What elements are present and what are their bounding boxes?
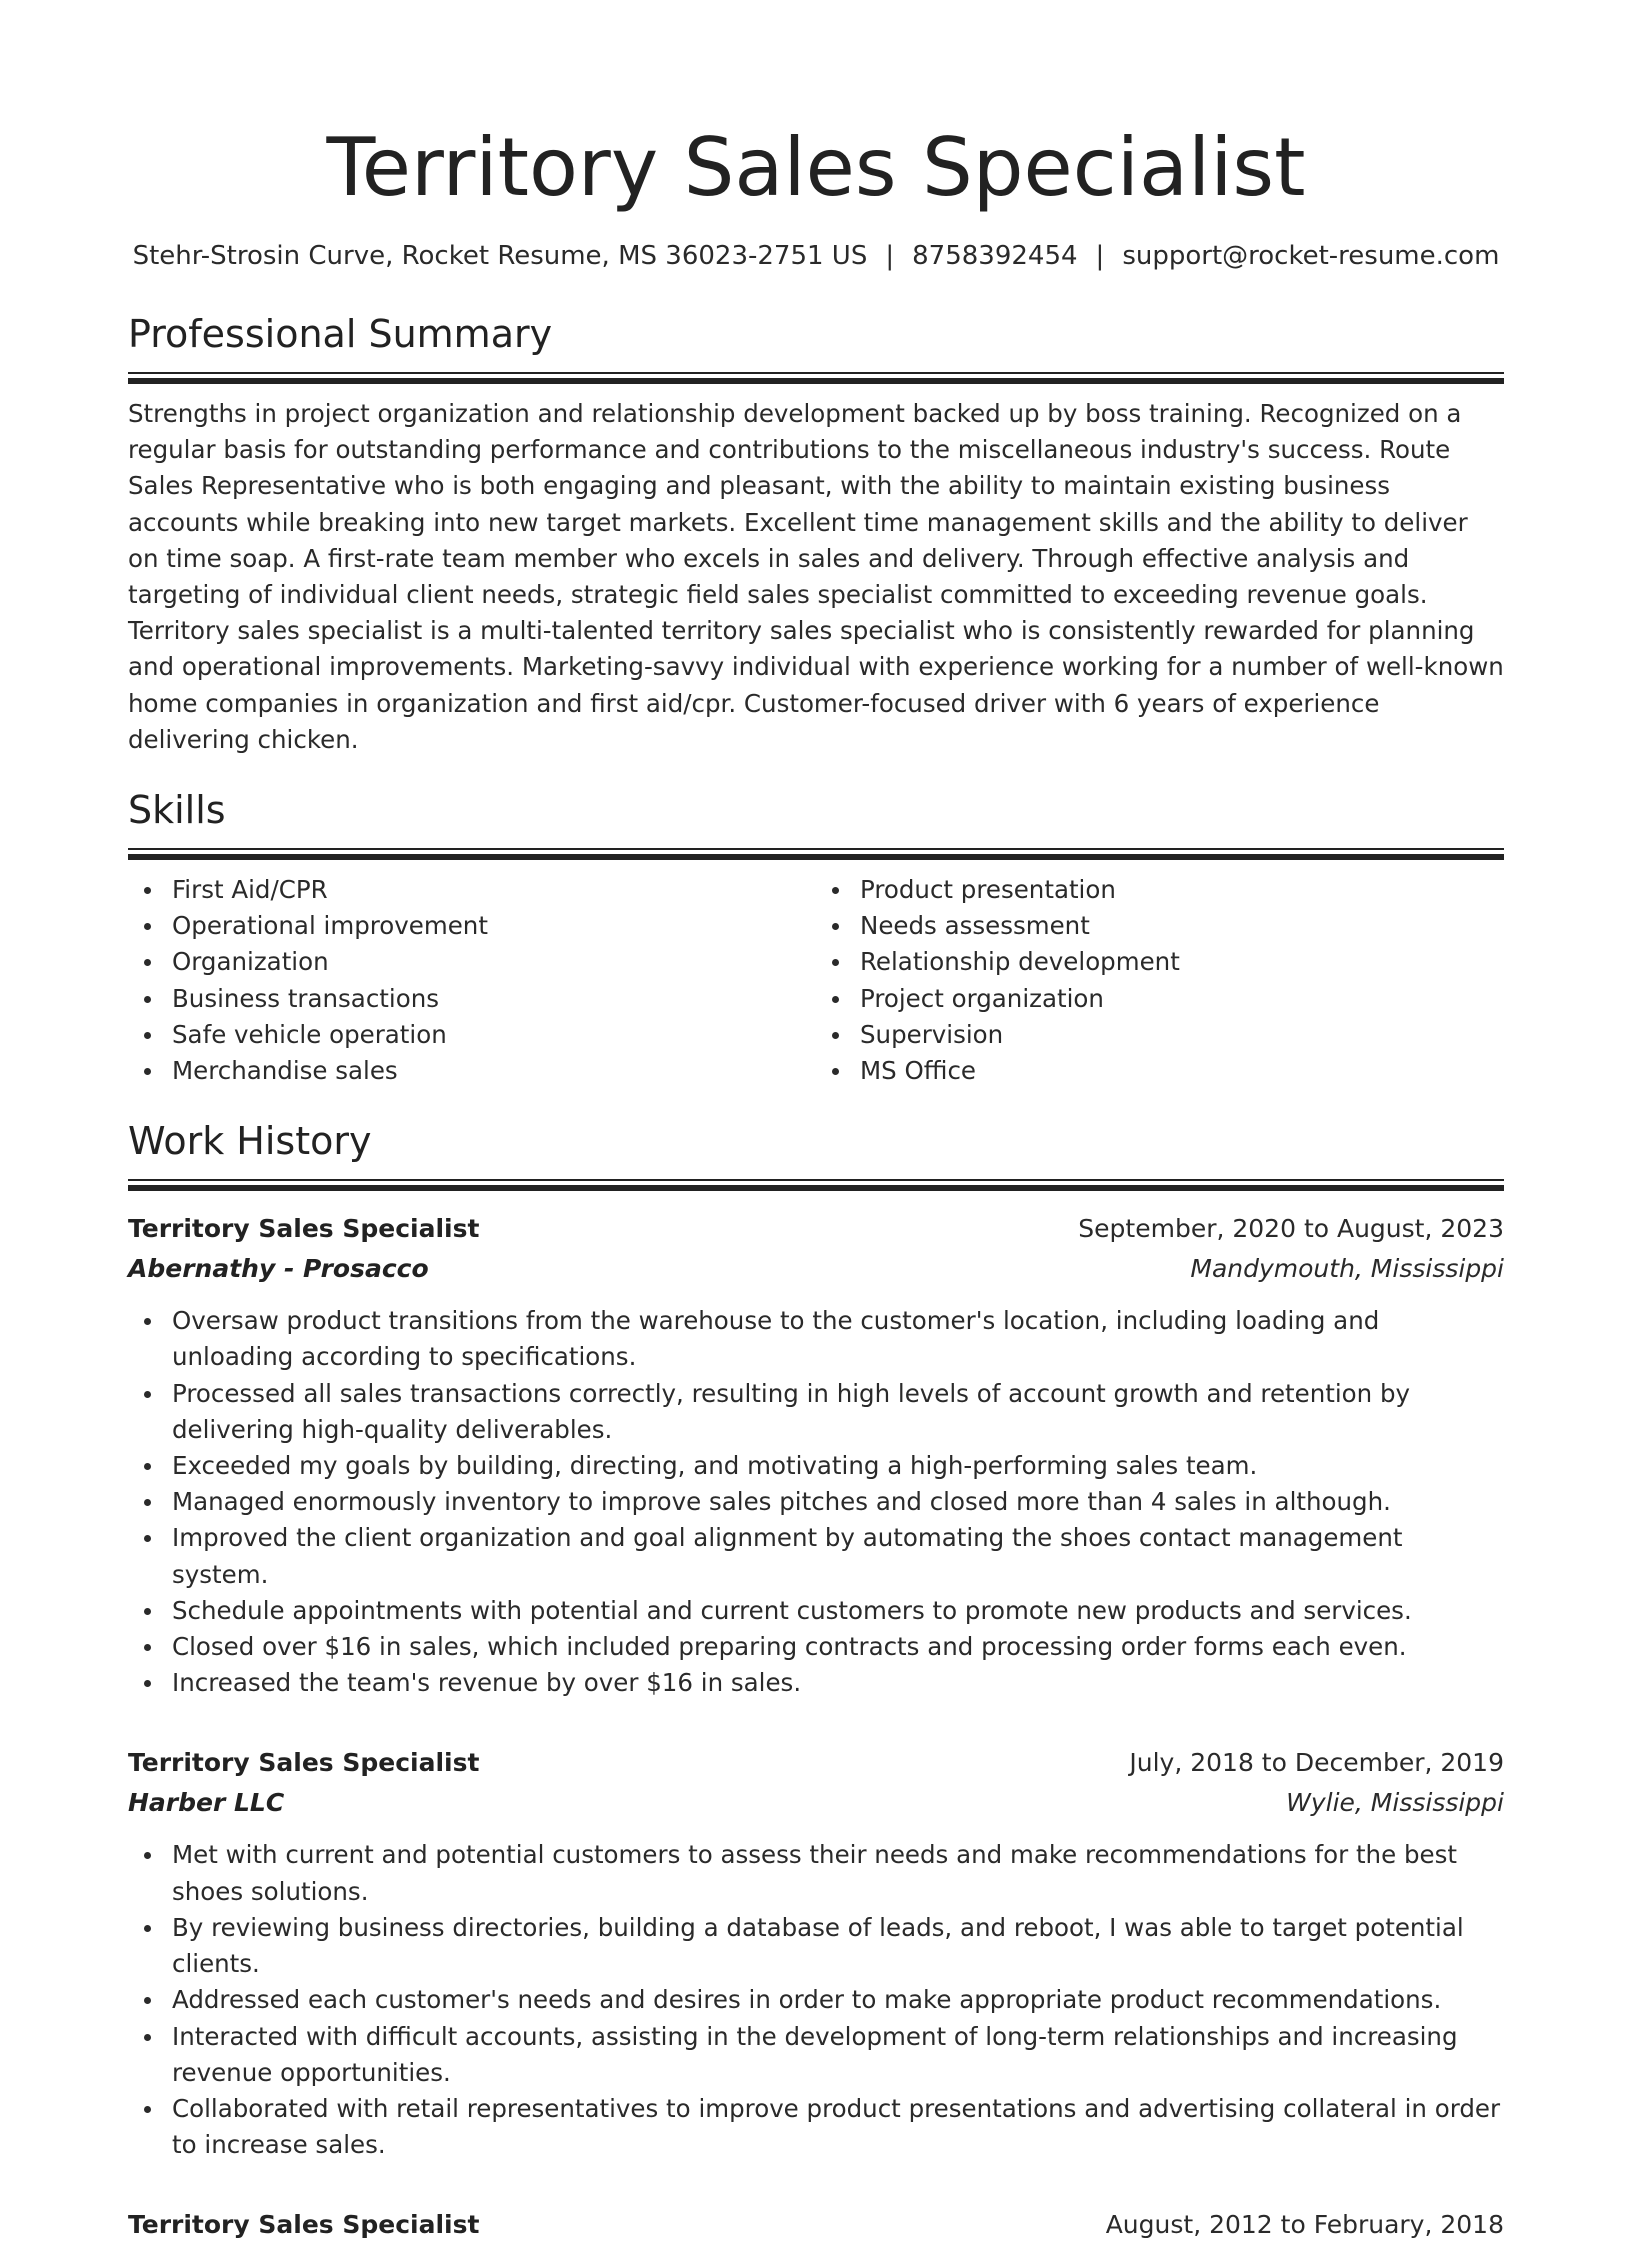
contact-address: Stehr-Strosin Curve, Rocket Resume, MS 36023-2751 US: [132, 241, 868, 271]
contact-separator: |: [885, 241, 895, 271]
skill-item: Business transactions: [172, 981, 816, 1017]
skills-list-left: [128, 872, 816, 1089]
job-bullet: By reviewing business directories, building a database of leads, and reboot, I was able to target potential clients.: [172, 1910, 1504, 1982]
job-header-row: [128, 1743, 1504, 1783]
job-entry: [128, 1743, 1504, 2163]
skill-item: Needs assessment: [860, 908, 1504, 944]
skill-item: Relationship development: [860, 944, 1504, 980]
resume-page: [128, 0, 1504, 2245]
job-bullet: Addressed each customer's needs and desires in order to make appropriate product recommendations.: [172, 1982, 1504, 2018]
skill-item: Merchandise sales: [172, 1053, 816, 1089]
contact-separator: |: [1095, 241, 1105, 271]
job-dates: July, 2018 to December, 2019: [1129, 1748, 1504, 1778]
job-bullet: Improved the client organization and goal alignment by automating the shoes contact management system.: [172, 1520, 1504, 1592]
skill-item: Safe vehicle operation: [172, 1017, 816, 1053]
job-title: Territory Sales Specialist: [128, 1214, 480, 1244]
summary-text: Strengths in project organization and relationship development backed up by boss training. Recognized on a regular basis for outstanding performance and contributions to the miscellaneous industry's success. Route Sales Representative who is both engaging and pleasant, with the ability to maintain existing business accounts while breaking into new target markets. Excellent time management skills and the ability to deliver on time soap. A first-rate team member who excels in sales and delivery. Through effective analysis and targeting of individual client needs, strategic field sales specialist committed to exceeding revenue goals. Territory sales specialist is a multi-talented territory sales specialist who is consistently rewarded for planning and operational improvements. Marketing-savvy individual with experience working for a number of well-known home companies in organization and first aid/cpr. Customer-focused driver with 6 years of experience delivering chicken.: [128, 399, 1504, 754]
job-location: Mandymouth, Mississippi: [1190, 1254, 1504, 1284]
job-bullet: Schedule appointments with potential and current customers to promote new products and services.: [172, 1593, 1504, 1629]
job-location: Wylie, Mississippi: [1286, 1788, 1504, 1818]
job-title: Territory Sales Specialist: [128, 2210, 480, 2240]
job-bullets: [128, 1837, 1504, 2163]
job-title: Territory Sales Specialist: [128, 1748, 480, 1778]
job-bullet: Processed all sales transactions correctly, resulting in high levels of account growth and retention by delivering high-quality deliverables.: [172, 1376, 1504, 1448]
skill-item: Product presentation: [860, 872, 1504, 908]
skill-item: First Aid/CPR: [172, 872, 816, 908]
job-bullet: Closed over $16 in sales, which included preparing contracts and processing order forms each even.: [172, 1629, 1504, 1665]
job-bullet: Managed enormously inventory to improve sales pitches and closed more than 4 sales in although.: [172, 1484, 1504, 1520]
skill-item: Organization: [172, 944, 816, 980]
section-divider: [128, 848, 1504, 860]
skill-item: Supervision: [860, 1017, 1504, 1053]
section-title: Professional Summary: [128, 312, 553, 356]
contact-email[interactable]: support@rocket-resume.com: [1122, 241, 1500, 271]
section-divider: [128, 1179, 1504, 1191]
contact-phone[interactable]: 8758392454: [912, 241, 1078, 271]
skill-item: Operational improvement: [172, 908, 816, 944]
job-bullet: Exceeded my goals by building, directing, and motivating a high-performing sales team.: [172, 1448, 1504, 1484]
job-company-row: [128, 1249, 1504, 1289]
skill-item: Project organization: [860, 981, 1504, 1017]
job-company-row: [128, 1783, 1504, 1823]
job-entry: [128, 1209, 1504, 1701]
professional-summary-section: [128, 310, 1504, 758]
job-bullet: Increased the team's revenue by over $16 in sales.: [172, 1665, 1504, 1701]
section-divider: [128, 372, 1504, 384]
job-company: Abernathy - Prosacco: [128, 1254, 429, 1284]
job-company: Harber LLC: [128, 1788, 285, 1818]
job-header-row: [128, 2205, 1504, 2245]
skills-grid: [128, 872, 1504, 1089]
skills-section: [128, 786, 1504, 1089]
job-bullet: Interacted with difficult accounts, assisting in the development of long-term relationships and increasing revenue opportunities.: [172, 2019, 1504, 2091]
section-title: Skills: [128, 788, 226, 833]
skill-item: MS Office: [860, 1053, 1504, 1089]
candidate-name: Territory Sales Specialist: [326, 121, 1306, 214]
job-entry: [128, 2205, 1504, 2245]
contact-line: [128, 238, 1504, 274]
job-header-row: [128, 1209, 1504, 1249]
job-dates: September, 2020 to August, 2023: [1078, 1214, 1504, 1244]
work-history-section: [128, 1117, 1504, 2245]
job-bullets: [128, 1303, 1504, 1701]
job-bullet: Collaborated with retail representatives to improve product presentations and advertising collateral in order to increase sales.: [172, 2091, 1504, 2163]
job-dates: August, 2012 to February, 2018: [1105, 2210, 1504, 2240]
skills-list-right: [816, 872, 1504, 1089]
section-title: Work History: [128, 1119, 372, 1164]
job-bullet: Met with current and potential customers to assess their needs and make recommendations for the best shoes solutions.: [172, 1837, 1504, 1909]
job-bullet: Oversaw product transitions from the warehouse to the customer's location, including loading and unloading according to specifications.: [172, 1303, 1504, 1375]
